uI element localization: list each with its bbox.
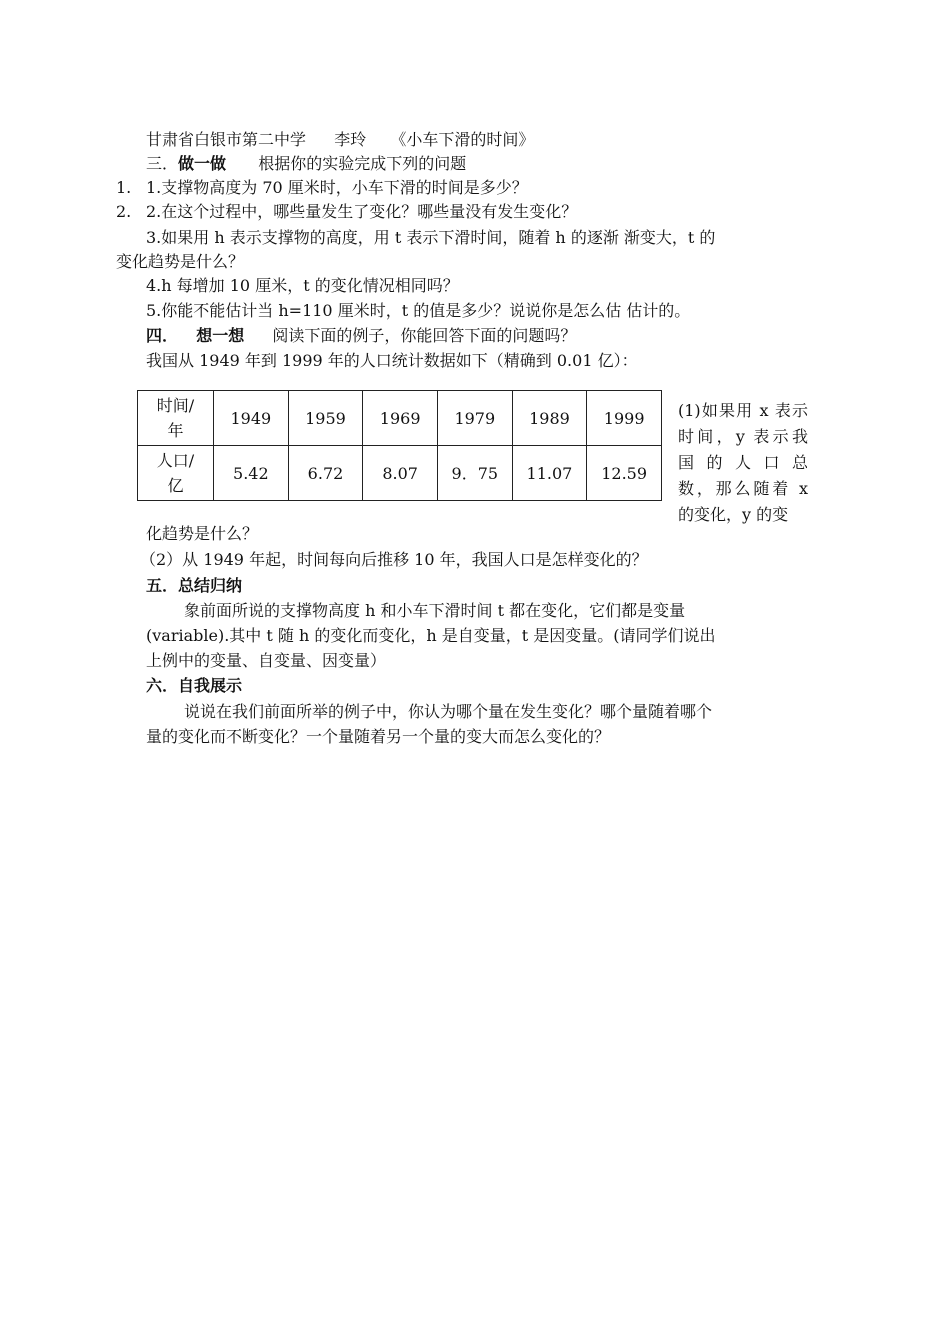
question-3-2	[116, 200, 577, 224]
section-6-text-line2: 量的变化而不断变化？一个量随着另一个量的变大而怎么变化的？	[146, 727, 611, 746]
section-5-text-line3: 上例中的变量、自变量、因变量）	[146, 651, 387, 670]
table-cell-year: 1969	[363, 391, 438, 446]
list-number: 1.	[116, 178, 132, 197]
table-cell-year: 1989	[512, 391, 587, 446]
table-cell-year: 1999	[587, 391, 662, 446]
table-row	[138, 446, 662, 501]
question-text: 1.支撑物高度为 70 厘米时，小车下滑的时间是多少？	[146, 178, 528, 197]
section-3-heading	[146, 152, 466, 176]
population-table	[137, 390, 662, 501]
table-cell-population: 6.72	[288, 446, 363, 501]
question-3-4: 4.h 每增加 10 厘米，t 的变化情况相同吗？	[146, 276, 459, 295]
section-4-intro: 阅读下面的例子，你能回答下面的问题吗？	[272, 326, 577, 345]
section-4-heading	[146, 324, 576, 348]
question-3-3-line1: 3.如果用 h 表示支撑物的高度，用 t 表示下滑时间，随着 h 的逐渐 渐变大，t 的	[146, 228, 716, 247]
question-text: 2.在这个过程中，哪些量发生了变化？哪些量没有发生变化？	[146, 202, 578, 221]
section-4-title: 想一想	[196, 326, 245, 345]
section-6-text-line1: 说说在我们前面所举的例子中，你认为哪个量在发生变化？哪个量随着哪个	[184, 702, 713, 721]
author-name: 李玲	[334, 130, 367, 149]
table-cell-year: 1979	[437, 391, 512, 446]
section-5-text-line1: 象前面所说的支撑物高度 h 和小车下滑时间 t 都在变化，它们都是变量	[184, 601, 686, 620]
question-4-2: （2）从 1949 年起，时间每向后推移 10 年，我国人口是怎样变化的？	[140, 550, 648, 569]
question-3-3-line2: 变化趋势是什么？	[116, 252, 245, 271]
table-cell-population: 8.07	[363, 446, 438, 501]
section-3-title: 做一做	[178, 154, 227, 173]
list-number: 2.	[116, 202, 132, 221]
section-3-number: 三．	[146, 154, 179, 173]
table-cell-population: 11.07	[512, 446, 587, 501]
section-3-intro: 根据你的实验完成下列的问题	[258, 154, 467, 173]
population-data-intro: 我国从 1949 年到 1999 年的人口统计数据如下（精确到 0.01 亿）：	[146, 351, 638, 370]
table-cell-year: 1949	[214, 391, 289, 446]
side-question-1: (1)如果用 x 表示时间，y 表示我 国 的 人 口 总 数，那么随着 x 的变化，y 的变	[678, 401, 808, 524]
table-cell-population: 9．75	[437, 446, 512, 501]
document-header	[146, 128, 534, 152]
section-6-title: 六．自我展示	[146, 676, 243, 695]
question-3-5: 5.你能不能估计当 h=110 厘米时，t 的值是多少？说说你是怎么估 估计的。	[146, 301, 691, 320]
table-row	[138, 391, 662, 446]
section-5-title: 五．总结归纳	[146, 576, 243, 595]
question-3-1	[116, 176, 528, 200]
table-cell-population: 5.42	[214, 446, 289, 501]
table-cell-year: 1959	[288, 391, 363, 446]
row-header-population: 人口/ 亿	[138, 446, 214, 501]
lesson-title: 《小车下滑的时间》	[390, 130, 535, 149]
question-4-1-continued: 化趋势是什么？	[146, 524, 259, 543]
section-4-number: 四．	[146, 326, 179, 345]
row-header-time: 时间/ 年	[138, 391, 214, 446]
school-name: 甘肃省白银市第二中学	[146, 130, 307, 149]
table-cell-population: 12.59	[587, 446, 662, 501]
section-5-text-line2: (variable).其中 t 随 h 的变化而变化，h 是自变量，t 是因变量。(请同学们说出	[146, 626, 716, 645]
